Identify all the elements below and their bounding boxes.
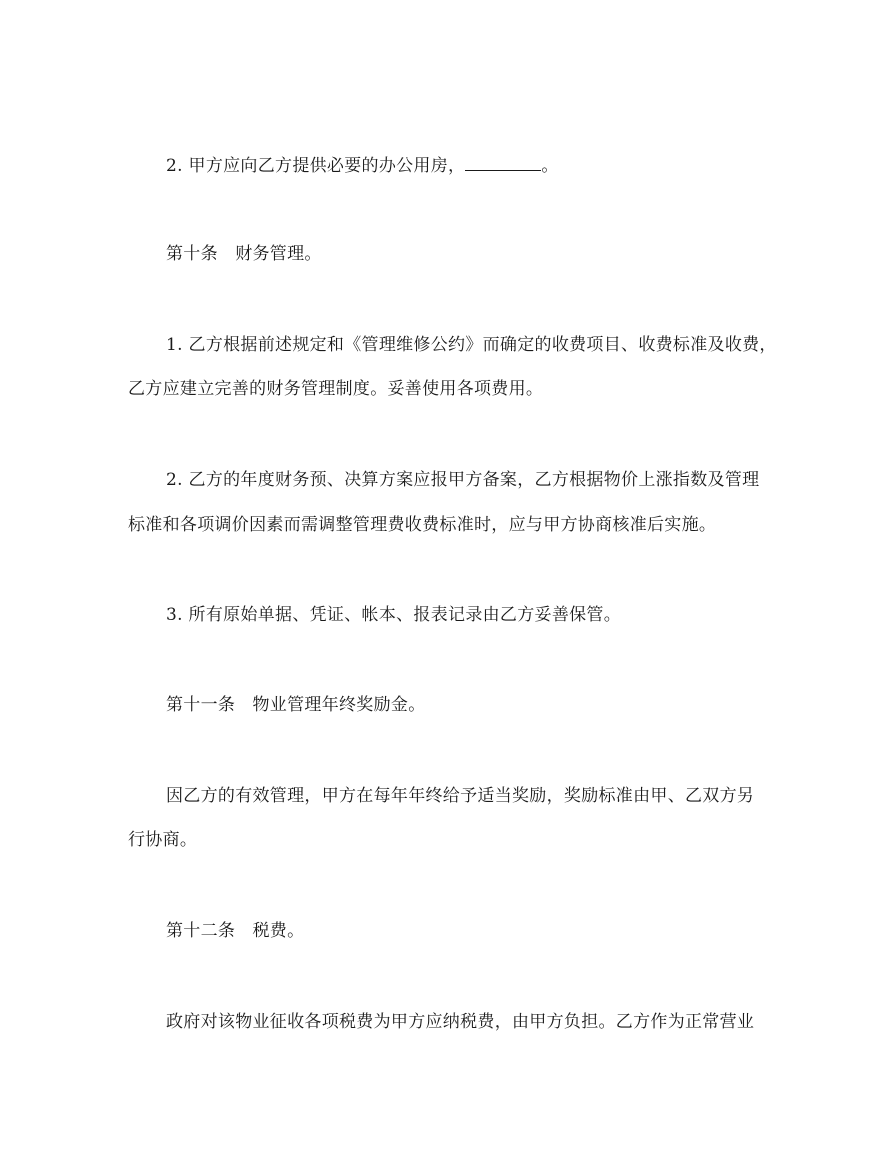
office-space-clause bbox=[166, 154, 559, 177]
article-11-body-line-2: 行协商。 bbox=[128, 830, 198, 850]
article-10-item-1-line-2: 乙方应建立完善的财务管理制度。妥善使用各项费用。 bbox=[128, 379, 544, 399]
article-10-item-2-line-1: 2. 乙方的年度财务预、决算方案应报甲方备案，乙方根据物价上涨指数及管理 bbox=[166, 470, 760, 490]
article-10-heading: 第十条 财务管理。 bbox=[166, 244, 322, 264]
article-12-heading: 第十二条 税费。 bbox=[166, 921, 305, 941]
article-10-item-1-line-1: 1. 乙方根据前述规定和《管理维修公约》而确定的收费项目、收费标准及收费， bbox=[166, 335, 777, 355]
article-11-body-line-1: 因乙方的有效管理，甲方在每年年终给予适当奖励，奖励标准由甲、乙双方另 bbox=[166, 786, 755, 806]
article-12-body-line-1: 政府对该物业征收各项税费为甲方应纳税费，由甲方负担。乙方作为正常营业 bbox=[166, 1012, 755, 1032]
article-10-item-2-line-2: 标准和各项调价因素而需调整管理费收费标准时，应与甲方协商核准后实施。 bbox=[128, 515, 717, 535]
office-space-text: 2. 甲方应向乙方提供必要的办公用房， bbox=[166, 156, 466, 176]
office-space-end: 。 bbox=[541, 156, 559, 176]
article-10-item-3: 3. 所有原始单据、凭证、帐本、报表记录由乙方妥善保管。 bbox=[166, 605, 622, 625]
article-11-heading: 第十一条 物业管理年终奖励金。 bbox=[166, 695, 426, 715]
fill-in-blank bbox=[465, 154, 541, 171]
